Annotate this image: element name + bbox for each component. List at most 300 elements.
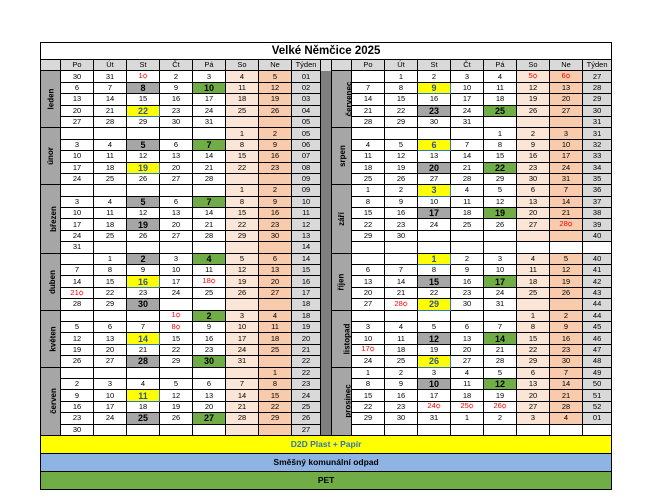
day-cell: 2: [61, 378, 94, 389]
plastic-paper-day: 1: [418, 253, 451, 264]
month-name: duben: [48, 269, 57, 294]
holiday-day: 17⛭: [352, 344, 385, 355]
column-gap: [321, 344, 332, 355]
empty-day: [451, 424, 484, 435]
day-cell: 6: [160, 196, 193, 207]
day-cell: 23: [385, 219, 418, 230]
day-cell: 1: [259, 367, 292, 378]
day-cell: 17: [550, 151, 583, 162]
day-cell: 18: [94, 162, 127, 173]
day-cell: 4: [94, 139, 127, 150]
calendar-row: [41, 390, 612, 401]
day-cell: 3: [193, 71, 226, 82]
day-cell: 25: [259, 344, 292, 355]
day-cell: 27: [550, 105, 583, 116]
day-cell: 21: [385, 287, 418, 298]
day-cell: 9: [385, 378, 418, 389]
right-month-label: [332, 253, 352, 310]
day-cell: 18: [94, 219, 127, 230]
day-cell: 20: [517, 208, 550, 219]
day-cell: 19: [226, 276, 259, 287]
day-cell: 8: [352, 196, 385, 207]
day-cell: 15: [160, 333, 193, 344]
day-cell: 17: [61, 162, 94, 173]
week-number: 22: [292, 367, 321, 378]
holiday-day: 8⛭: [160, 321, 193, 332]
week-number: 10: [292, 196, 321, 207]
holiday-icon: ⛭: [369, 347, 375, 354]
week-number: 29: [583, 94, 612, 105]
day-cell: 5: [484, 185, 517, 196]
day-cell: 19: [484, 390, 517, 401]
day-cell: 20: [517, 390, 550, 401]
day-cell: 26: [127, 173, 160, 184]
holiday-icon: ⛭: [435, 404, 441, 411]
day-cell: 21: [352, 105, 385, 116]
column-gap: [321, 367, 332, 378]
day-cell: 6: [352, 265, 385, 276]
day-cell: 2: [259, 185, 292, 196]
day-cell: 9: [259, 196, 292, 207]
day-cell: 12: [61, 333, 94, 344]
day-cell: 6: [61, 82, 94, 93]
day-cell: 10: [418, 196, 451, 207]
day-cell: 16: [418, 94, 451, 105]
mixed-waste-day: 28: [127, 356, 160, 367]
day-cell: 22: [94, 287, 127, 298]
day-cell: 29: [517, 356, 550, 367]
plastic-paper-day: 22: [127, 105, 160, 116]
holiday-day: 24⛭: [418, 401, 451, 412]
day-cell: 15: [385, 94, 418, 105]
day-cell: 1: [226, 128, 259, 139]
empty-day: [127, 185, 160, 196]
week-number: 28: [583, 82, 612, 93]
empty-day: [451, 230, 484, 241]
empty-day: [385, 242, 418, 253]
day-cell: 30: [385, 230, 418, 241]
week-number: 33: [583, 151, 612, 162]
column-gap: [321, 162, 332, 173]
empty-day: [418, 424, 451, 435]
day-cell: 6: [259, 253, 292, 264]
week-number: 47: [583, 344, 612, 355]
day-cell: 4: [451, 185, 484, 196]
day-cell: 12: [550, 265, 583, 276]
pet-day: 22: [484, 162, 517, 173]
day-cell: 7: [127, 321, 160, 332]
week-number: 03: [292, 94, 321, 105]
day-cell: 6: [451, 321, 484, 332]
header-row: [41, 60, 612, 71]
day-cell: 16: [259, 151, 292, 162]
day-cell: 26: [385, 173, 418, 184]
day-cell: 23: [61, 413, 94, 424]
column-gap: [321, 424, 332, 435]
day-cell: 28: [451, 173, 484, 184]
holiday-day: 5⛭: [517, 71, 550, 82]
day-cell: 5: [226, 253, 259, 264]
day-cell: 13: [160, 208, 193, 219]
day-cell: 27: [259, 287, 292, 298]
day-cell: 23: [517, 162, 550, 173]
day-cell: 8: [385, 82, 418, 93]
day-cell: 24: [352, 356, 385, 367]
empty-day: [259, 242, 292, 253]
day-cell: 1: [517, 310, 550, 321]
day-cell: 5: [418, 321, 451, 332]
empty-day: [259, 424, 292, 435]
day-cell: 3: [550, 128, 583, 139]
day-cell: 10: [484, 265, 517, 276]
calendar-row: [41, 162, 612, 173]
week-number: 20: [292, 333, 321, 344]
calendar-row: [41, 310, 612, 321]
column-gap: [321, 390, 332, 401]
day-cell: 29: [94, 299, 127, 310]
week-number: 22: [292, 356, 321, 367]
day-cell: 21: [193, 219, 226, 230]
plastic-paper-day: 26: [418, 356, 451, 367]
day-cell: 18: [352, 162, 385, 173]
day-cell: 13: [193, 390, 226, 401]
day-cell: 22: [226, 219, 259, 230]
day-cell: 9: [517, 139, 550, 150]
mixed-waste-day: 25: [127, 413, 160, 424]
day-cell: 27: [352, 299, 385, 310]
holiday-day: 1⛭: [160, 310, 193, 321]
day-cell: 24: [94, 413, 127, 424]
calendar-row: [41, 82, 612, 93]
left-month-label: [41, 185, 61, 253]
legend-pet: PET: [41, 471, 612, 489]
day-cell: 24: [193, 105, 226, 116]
mixed-waste-day: 23: [418, 105, 451, 116]
day-cell: 20: [193, 401, 226, 412]
day-cell: 26: [61, 356, 94, 367]
empty-day: [259, 356, 292, 367]
day-cell: 21: [127, 344, 160, 355]
calendar-row: [41, 71, 612, 82]
left-header-4: Pá: [193, 60, 226, 71]
day-cell: 27: [160, 230, 193, 241]
month-name: září: [336, 212, 346, 226]
empty-day: [226, 116, 259, 127]
day-cell: 9: [550, 321, 583, 332]
day-cell: 2: [259, 128, 292, 139]
day-cell: 26: [259, 105, 292, 116]
day-cell: 14: [193, 151, 226, 162]
empty-day: [484, 116, 517, 127]
week-number: 17: [292, 287, 321, 298]
left-month-label: [41, 128, 61, 185]
week-number: 30: [583, 105, 612, 116]
day-cell: 2: [418, 71, 451, 82]
day-cell: 27: [94, 356, 127, 367]
holiday-icon: ⛭: [78, 290, 84, 297]
column-gap: [321, 242, 332, 253]
day-cell: 8: [484, 139, 517, 150]
day-cell: 30: [61, 424, 94, 435]
right-header-7: Týden: [583, 60, 612, 71]
week-number: 01: [583, 413, 612, 424]
day-cell: 4: [451, 367, 484, 378]
week-number: 32: [583, 139, 612, 150]
empty-day: [352, 253, 385, 264]
day-cell: 3: [61, 196, 94, 207]
day-cell: 21: [451, 162, 484, 173]
day-cell: 16: [385, 208, 418, 219]
empty-day: [418, 128, 451, 139]
left-corner: [41, 60, 61, 71]
calendar-row: [41, 242, 612, 253]
day-cell: 3: [160, 253, 193, 264]
day-cell: 16: [385, 390, 418, 401]
day-cell: 18: [451, 390, 484, 401]
day-cell: 21: [94, 105, 127, 116]
day-cell: 17: [226, 333, 259, 344]
day-cell: 1: [94, 253, 127, 264]
day-cell: 16: [517, 151, 550, 162]
day-cell: 18: [484, 94, 517, 105]
week-number: 05: [292, 128, 321, 139]
empty-day: [385, 424, 418, 435]
day-cell: 29: [127, 116, 160, 127]
column-gap: [321, 71, 332, 82]
day-cell: 31: [418, 413, 451, 424]
day-cell: 14: [385, 276, 418, 287]
left-header-0: Po: [61, 60, 94, 71]
week-number: 25: [292, 401, 321, 412]
day-cell: 25: [193, 287, 226, 298]
holiday-day: 1⛭: [127, 71, 160, 82]
week-number: 23: [292, 378, 321, 389]
day-cell: 1: [385, 71, 418, 82]
day-cell: 11: [451, 196, 484, 207]
day-cell: 14: [193, 208, 226, 219]
right-month-label: [332, 71, 352, 128]
empty-day: [352, 128, 385, 139]
calendar-row: [41, 287, 612, 298]
week-number: 39: [583, 219, 612, 230]
day-cell: 29: [160, 356, 193, 367]
plastic-paper-day: 14: [127, 333, 160, 344]
holiday-day: 21⛭: [61, 287, 94, 298]
week-number: 27: [583, 71, 612, 82]
column-gap: [321, 173, 332, 184]
empty-day: [160, 242, 193, 253]
week-number: 45: [583, 321, 612, 332]
month-name: červen: [48, 388, 58, 415]
calendar-row: [41, 378, 612, 389]
plastic-paper-day: 9: [418, 82, 451, 93]
day-cell: 10: [94, 390, 127, 401]
left-header-2: St: [127, 60, 160, 71]
day-cell: 11: [385, 333, 418, 344]
column-gap: [321, 253, 332, 264]
right-header-4: Pá: [484, 60, 517, 71]
left-month-label: [41, 367, 61, 435]
day-cell: 2: [385, 185, 418, 196]
day-cell: 27: [517, 219, 550, 230]
day-cell: 4: [259, 310, 292, 321]
day-cell: 19: [160, 401, 193, 412]
right-month-label: [332, 185, 352, 253]
day-cell: 8: [517, 321, 550, 332]
day-cell: 16: [259, 208, 292, 219]
day-cell: 14: [451, 151, 484, 162]
week-number: 12: [292, 219, 321, 230]
empty-day: [352, 71, 385, 82]
day-cell: 19: [61, 344, 94, 355]
mixed-waste-day: 10: [418, 378, 451, 389]
day-cell: 12: [127, 151, 160, 162]
day-cell: 14: [94, 94, 127, 105]
day-cell: 29: [259, 413, 292, 424]
empty-day: [94, 367, 127, 378]
week-number: 44: [583, 310, 612, 321]
day-cell: 22: [352, 401, 385, 412]
week-number: 37: [583, 196, 612, 207]
empty-day: [352, 242, 385, 253]
day-cell: 1: [484, 128, 517, 139]
column-gap: [321, 230, 332, 241]
day-cell: 13: [451, 333, 484, 344]
week-number: 15: [292, 265, 321, 276]
empty-day: [193, 128, 226, 139]
plastic-paper-day: 3: [418, 185, 451, 196]
empty-day: [94, 424, 127, 435]
column-gap: [321, 82, 332, 93]
day-cell: 12: [484, 196, 517, 207]
day-cell: 31: [193, 116, 226, 127]
calendar-row: [41, 344, 612, 355]
day-cell: 22: [259, 401, 292, 412]
calendar-row: [41, 196, 612, 207]
day-cell: 7: [94, 82, 127, 93]
day-cell: 30: [259, 230, 292, 241]
calendar-row: [41, 230, 612, 241]
day-cell: 8: [418, 265, 451, 276]
holiday-day: 28⛭: [550, 219, 583, 230]
column-gap: [321, 196, 332, 207]
left-header-3: Čt: [160, 60, 193, 71]
day-cell: 22: [160, 344, 193, 355]
column-gap: [321, 378, 332, 389]
day-cell: 3: [61, 139, 94, 150]
plastic-paper-day: 16: [127, 276, 160, 287]
holiday-icon: ⛭: [501, 404, 507, 411]
day-cell: 25: [352, 173, 385, 184]
day-cell: 4: [550, 413, 583, 424]
empty-day: [517, 299, 550, 310]
left-header-6: Ne: [259, 60, 292, 71]
mixed-waste-day: 20: [418, 162, 451, 173]
day-cell: 12: [517, 82, 550, 93]
day-cell: 13: [550, 82, 583, 93]
calendar-row: [41, 208, 612, 219]
day-cell: 9: [259, 139, 292, 150]
week-number: 13: [292, 230, 321, 241]
week-number: 40: [583, 230, 612, 241]
column-gap: [321, 401, 332, 412]
day-cell: 18: [127, 401, 160, 412]
day-cell: 24: [61, 173, 94, 184]
calendar-row: [41, 276, 612, 287]
day-cell: 20: [550, 94, 583, 105]
column-gap: [321, 287, 332, 298]
day-cell: 7: [385, 265, 418, 276]
week-number: 27: [292, 424, 321, 435]
day-cell: 9: [193, 321, 226, 332]
calendar-row: [41, 116, 612, 127]
day-cell: 3: [418, 367, 451, 378]
day-cell: 10: [61, 208, 94, 219]
day-cell: 1: [226, 185, 259, 196]
column-gap: [321, 265, 332, 276]
plastic-paper-day: 11: [127, 390, 160, 401]
day-cell: 10: [550, 139, 583, 150]
day-cell: 7: [550, 367, 583, 378]
day-cell: 13: [94, 333, 127, 344]
day-cell: 9: [61, 390, 94, 401]
pet-day: 7: [193, 196, 226, 207]
week-number: 09: [292, 173, 321, 184]
day-cell: 4: [484, 71, 517, 82]
day-cell: 28: [94, 116, 127, 127]
day-cell: 15: [94, 276, 127, 287]
calendar-row: [41, 151, 612, 162]
column-gap: [321, 413, 332, 424]
column-gap: [321, 139, 332, 150]
day-cell: 11: [451, 378, 484, 389]
empty-day: [418, 310, 451, 321]
day-cell: 14: [61, 276, 94, 287]
empty-day: [160, 185, 193, 196]
empty-day: [550, 242, 583, 253]
day-cell: 16: [193, 333, 226, 344]
day-cell: 3: [352, 321, 385, 332]
empty-day: [484, 310, 517, 321]
left-month-label: [41, 253, 61, 310]
day-cell: 20: [160, 219, 193, 230]
day-cell: 3: [451, 71, 484, 82]
empty-day: [94, 185, 127, 196]
day-cell: 25: [385, 356, 418, 367]
calendar-row: [41, 356, 612, 367]
mixed-waste-day: 5: [127, 139, 160, 150]
empty-day: [94, 128, 127, 139]
month-name: březen: [48, 206, 58, 232]
week-number: 01: [292, 71, 321, 82]
holiday-day: 25⛭: [451, 401, 484, 412]
mixed-waste-day: 19: [127, 219, 160, 230]
day-cell: 24: [484, 287, 517, 298]
empty-day: [550, 424, 583, 435]
day-cell: 11: [484, 82, 517, 93]
holiday-icon: ⛭: [142, 74, 148, 81]
week-number: 26: [292, 413, 321, 424]
day-cell: 14: [352, 94, 385, 105]
right-header-2: St: [418, 60, 451, 71]
empty-day: [418, 242, 451, 253]
day-cell: 18: [385, 344, 418, 355]
day-cell: 16: [550, 333, 583, 344]
day-cell: 19: [517, 94, 550, 105]
column-gap: [321, 333, 332, 344]
day-cell: 24: [61, 230, 94, 241]
day-cell: 18: [226, 94, 259, 105]
